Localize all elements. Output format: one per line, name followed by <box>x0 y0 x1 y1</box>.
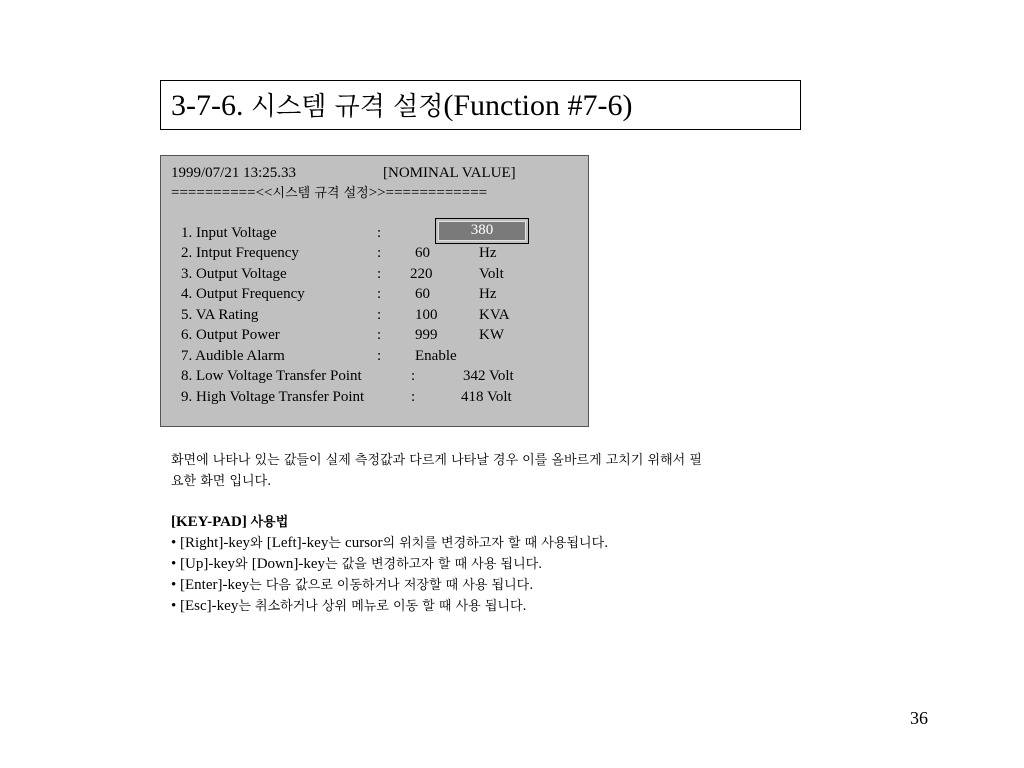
selected-value-box[interactable] <box>435 218 529 244</box>
bullet: • <box>171 577 181 593</box>
item-text: 는 값을 변경하고자 할 때 사용 됩니다. <box>325 557 543 572</box>
separator-right: >>============ <box>368 185 488 201</box>
row-colon: : <box>377 225 382 241</box>
key-name: [Right]-key <box>180 535 250 551</box>
item-text: 는 <box>328 536 346 551</box>
key-name: [Down]-key <box>251 556 326 572</box>
timestamp: 1999/07/21 13:25.33 <box>171 165 297 181</box>
description-line: 요한 화면 입니다. <box>171 474 272 489</box>
title-korean: 시스템 규격 설정 <box>250 92 444 122</box>
title-prefix: 3-7-6. <box>171 89 251 122</box>
keypad-usage <box>171 512 891 617</box>
keypad-item <box>171 596 891 617</box>
row-colon: : <box>377 286 382 302</box>
row-colon: : <box>411 389 416 405</box>
key-name: [Enter]-key <box>180 577 250 593</box>
row-label: 8. Low Voltage Transfer Point <box>181 368 362 384</box>
bullet: • <box>171 598 181 614</box>
keypad-heading <box>171 512 891 533</box>
keypad-item <box>171 575 891 596</box>
row-label: 6. Output Power <box>181 327 280 343</box>
row-colon: : <box>411 368 416 384</box>
keypad-heading-en: [KEY-PAD] <box>171 514 251 530</box>
row-unit: Hz <box>479 286 497 302</box>
row-unit: Hz <box>479 245 497 261</box>
row-value: 342 Volt <box>463 368 514 384</box>
row-value: 100 <box>415 307 438 323</box>
keypad-item <box>171 554 891 575</box>
item-text: 는 취소하거나 상위 메뉴로 이동 할 때 사용 됩니다. <box>238 599 527 614</box>
item-text: 의 위치를 변경하고자 할 때 사용됩니다. <box>382 536 609 551</box>
mode-label: [NOMINAL VALUE] <box>383 165 516 181</box>
separator-title: 시스템 규격 설정 <box>272 186 369 201</box>
bullet: • <box>171 556 181 572</box>
row-colon: : <box>377 327 382 343</box>
row-label: 2. Intput Frequency <box>181 245 299 261</box>
row-label: 5. VA Rating <box>181 307 259 323</box>
row-colon: : <box>377 245 382 261</box>
item-text: 와 <box>235 557 252 572</box>
row-label: 4. Output Frequency <box>181 286 305 302</box>
keypad-item <box>171 533 891 554</box>
row-value: 220 <box>410 266 433 282</box>
key-name: [Left]-key <box>266 535 329 551</box>
row-colon: : <box>377 307 382 323</box>
row-value: 418 Volt <box>461 389 512 405</box>
key-name: [Up]-key <box>180 556 235 572</box>
description-line: 화면에 나타나 있는 값들이 실제 측정값과 다르게 나타날 경우 이를 올바르게 고치기 위해서 필 <box>171 453 702 468</box>
row-value: 999 <box>415 327 438 343</box>
separator-left: ==========<< <box>171 185 273 201</box>
selected-value[interactable]: 380 <box>438 221 526 241</box>
title-suffix: (Function #7-6) <box>443 89 633 122</box>
row-label: 9. High Voltage Transfer Point <box>181 389 365 405</box>
settings-screen <box>160 155 589 427</box>
row-value: 60 <box>415 286 430 302</box>
row-label: 1. Input Voltage <box>181 225 277 241</box>
keypad-heading-ko: 사용법 <box>250 515 289 530</box>
bullet: • <box>171 535 181 551</box>
row-label: 3. Output Voltage <box>181 266 287 282</box>
row-colon: : <box>377 266 382 282</box>
page-number: 36 <box>910 708 928 728</box>
screen-header-separator <box>171 184 487 203</box>
item-text: 와 <box>250 536 267 551</box>
row-unit: Volt <box>479 266 504 282</box>
slide-title <box>160 80 801 130</box>
key-name: [Esc]-key <box>180 598 239 614</box>
item-text: 는 다음 값으로 이동하거나 저장할 때 사용 됩니다. <box>249 578 534 593</box>
row-value: 60 <box>415 245 430 261</box>
row-unit: KVA <box>479 307 510 323</box>
row-label: 7. Audible Alarm <box>181 348 285 364</box>
description <box>171 450 891 492</box>
row-colon: : <box>377 348 382 364</box>
row-value: Enable <box>415 348 457 364</box>
row-unit: KW <box>479 327 504 343</box>
item-term: cursor <box>345 535 383 551</box>
